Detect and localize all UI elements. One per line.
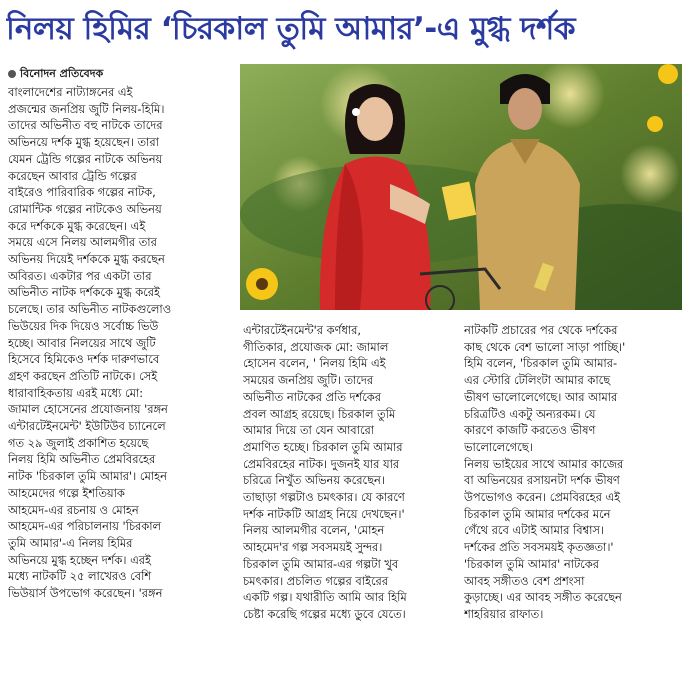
article-photo (240, 64, 682, 310)
text-line: দর্শকের প্রতি সবসময়ই কৃতজ্ঞতা।' (464, 540, 614, 555)
text-line: ভিউয়ের দিক দিয়েও সর্বোচ্চ ভিউ (8, 318, 159, 333)
text-line: চেষ্টা করেছি গল্পের মধ্যে ডুবে যেতে। (243, 606, 406, 621)
text-line: শাহরিয়ার রাফাত। (464, 606, 544, 621)
text-line: গত ২৯ জুলাই প্রকাশিত হয়েছে (8, 435, 149, 450)
text-line: একটি গল্প। যথারীতি আমি আর হিমি (243, 590, 407, 605)
text-line: আহমেদ'র গল্প সবসময়ই সুন্দর। (243, 540, 383, 555)
text-line: ভীষণ ভালোলেগেছে। আর আমার (464, 389, 618, 404)
text-line: প্রবল আগ্রহ রয়েছে। চিরকাল তুমি (243, 406, 396, 421)
text-line: নিলয় আলমগীর বলেন, 'মোহন (243, 523, 385, 538)
text-line: উপভোগও করেন। প্রেমবিরহের এই (464, 490, 621, 505)
text-line: রোমান্টিক গল্পের নাটকেও অভিনয় (8, 201, 162, 216)
text-line: কাছ থেকে বেশ ভালো সাড়া পাচ্ছি।' (464, 339, 626, 354)
text-line: তুমি আমার'-এ নিলয় হিমির (8, 535, 133, 550)
text-line: সময়ের জনপ্রিয় জুটি। তাদের (243, 373, 374, 388)
text-line: অভিনীত নাটকের প্রতি দর্শকের (243, 389, 382, 404)
text-line: বাংলাদেশের নাট্যাঙ্গনের এই (8, 85, 133, 99)
byline-text: বিনোদন প্রতিবেদক (20, 67, 104, 80)
text-line: কারণে কাজটি করতেও ভীষণ (464, 423, 596, 438)
text-line: হিমি বলেন, 'চিরকাল তুমি আমার- (464, 356, 618, 371)
text-line: প্রজন্মের জনপ্রিয় জুটি নিলয়-হিমি। (8, 101, 165, 116)
text-line: আহমেদ-এর পরিচালনায় 'চিরকাল (8, 519, 162, 534)
article-column-1 (8, 84, 234, 684)
text-line: করে দর্শককে মুগ্ধ করেছেন। এই (8, 218, 146, 233)
text-line: চরিত্রটিও একটু অন্যরকম। যে (464, 406, 596, 421)
text-line: চরিত্রে নিখুঁত অভিনয় করেছেন। (243, 473, 385, 488)
text-line: এন্টারটেইনমেন্ট' ইউটিউব চ্যানেলে (8, 419, 166, 434)
text-line: নিলয় ভাইয়ের সাথে আমার কাজের (464, 456, 624, 471)
text-line: এর স্টোরি টেলিংটা আমার কাছে (464, 373, 611, 388)
text-line: দর্শক নাটকটি আগ্রহ নিয়ে দেখছেন।' (243, 506, 405, 521)
text-line: সময়ে এসে নিলয় আলমগীর তার (8, 235, 157, 250)
text-line: হোসেন বলেন, ' নিলয় হিমি এই (243, 356, 386, 371)
text-line: অভিনয় দিয়েই দর্শককে মুগ্ধ করছেন (8, 252, 165, 267)
article-column-2 (243, 322, 451, 684)
text-line: কুড়াচ্ছে। এর আবহ সঙ্গীত করেছেন (464, 590, 622, 605)
text-line: গ্রহণ করছেন প্রতিটি নাটকে। সেই (8, 368, 158, 383)
byline (8, 66, 103, 82)
text-line: করেছেন আবার ট্রেন্ডি গল্পের (8, 168, 137, 183)
text-line: চমৎকার। প্রচলিত গল্পের বাইরের (243, 573, 389, 588)
text-line: যেমন ট্রেন্ডি গল্পের নাটকে অভিনয় (8, 151, 163, 166)
text-line: চিরকাল তুমি আমার-এর গল্পটা খুব (243, 556, 399, 571)
text-line: অভিনীত নাটক দর্শককে মুগ্ধ করেই (8, 285, 160, 300)
text-line: মধ্যে নাটকটি ২৫ লাখেরও বেশি (8, 569, 152, 584)
text-line: তাছাড়া গল্পটাও চমৎকার। যে কারণে (243, 490, 405, 505)
text-line: বা অভিনয়ের রসায়নটা দর্শক ভীষণ (464, 473, 620, 488)
text-line: জামাল হোসেনের প্রযোজনায় 'রঙ্গন (8, 402, 168, 417)
text-line: আহমেদ-এর রচনায় ও মোহন (8, 502, 139, 517)
text-line: গেঁথে রবে এটাই আমার বিশ্বাস। (464, 523, 604, 538)
text-line: নিলয় হিমি অভিনীত প্রেমবিরহের (8, 452, 156, 467)
text-line: অভিনয়ে দর্শক মুগ্ধ হয়েছেন। তারা (8, 135, 159, 150)
text-line: ধারাবাহিকতায় এরই মধ্যে মো: (8, 385, 144, 400)
text-line: তাদের অভিনীত বহু নাটকে তাদের (8, 118, 163, 133)
text-line: প্রেমবিরহের নাটক। দুজনই যার যার (243, 456, 400, 471)
bullet-icon (8, 70, 16, 78)
text-line: চলেছে। তার অভিনীত নাটকগুলোও (8, 302, 172, 317)
text-line: আবহ সঙ্গীতও বেশ প্রশংসা (464, 573, 585, 588)
text-line: আহমেদের গল্পে ইশতিয়াক (8, 485, 125, 500)
text-line: হচ্ছে। আবার নিলয়ের সাথে জুটি (8, 335, 156, 350)
text-line: হিসেবে হিমিকেও দর্শক দারুণভাবে (8, 352, 160, 367)
text-line: অভিনয়ে মুগ্ধ হচ্ছেন দর্শক। এরই (8, 552, 151, 567)
article-column-3 (464, 322, 682, 684)
text-line: 'চিরকাল তুমি আমার' নাটকের (464, 556, 599, 571)
text-line: ভালোলেগেছে। (464, 439, 533, 454)
text-line: ভিউয়ার্স উপভোগ করেছেন। 'রঙ্গন (8, 586, 163, 601)
headline: নিলয় হিমির ‘চিরকাল তুমি আমার’-এ মুগ্ধ দর্শক (6, 11, 576, 47)
text-line: নাটকটি প্রচারের পর থেকে দর্শকের (464, 323, 618, 337)
text-line: অবিরত। একটার পর একটা তার (8, 268, 152, 283)
photo-illustration (240, 64, 682, 310)
text-line: এন্টারটেইনমেন্ট'র কর্ণধার, (243, 323, 362, 337)
text-line: প্রমাণিত হচ্ছে। চিরকাল তুমি আমার (243, 439, 403, 454)
text-line: আমার দিয়ে তা যেন আবারো (243, 423, 375, 438)
text-line: গীতিকার, প্রযোজক মো: জামাল (243, 339, 389, 354)
text-line: বাইরেও পারিবারিক গল্পের নাটক, (8, 185, 156, 200)
text-line: চিরকাল তুমি আমার দর্শকের মনে (464, 506, 611, 521)
text-line: নাটক 'চিরকাল তুমি আমার'। মোহন (8, 469, 167, 484)
